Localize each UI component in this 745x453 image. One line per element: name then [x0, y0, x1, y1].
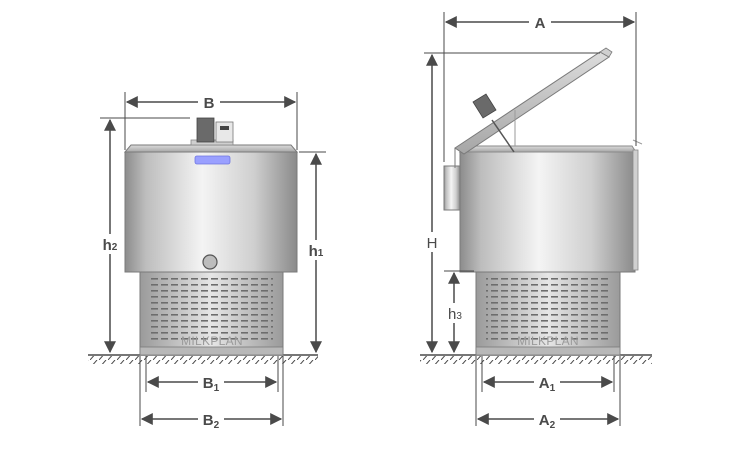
front-display-panel	[195, 156, 230, 164]
front-brand-label: MILKPLAN	[181, 334, 243, 348]
dim-A2	[476, 356, 620, 431]
label-A1: $A_1$	[538, 375, 556, 394]
front-view	[88, 92, 329, 431]
label-A: A	[534, 15, 546, 32]
label-h3: h3	[448, 306, 462, 323]
label-h2: h2	[102, 237, 118, 254]
label-h1: h1	[308, 243, 324, 260]
label-A2: $A_2$	[538, 412, 556, 431]
front-vented-base	[140, 270, 283, 355]
front-tank-body	[125, 145, 297, 272]
side-vented-base	[476, 270, 620, 355]
dim-B2	[140, 356, 283, 431]
label-H: H	[426, 235, 438, 252]
label-B2: $B_2$	[202, 412, 220, 431]
dim-h1	[299, 152, 329, 352]
side-brand-label: MILKPLAN	[517, 334, 579, 348]
side-view	[420, 12, 652, 431]
front-control-unit	[191, 118, 233, 145]
side-ground	[420, 355, 652, 364]
front-outlet-valve	[203, 255, 217, 269]
label-B1: $B_1$	[202, 375, 220, 394]
side-control-box	[444, 166, 460, 210]
dim-h3	[442, 271, 474, 352]
side-lid-control-unit	[473, 94, 496, 118]
label-B: B	[203, 95, 215, 112]
side-tank-body	[460, 140, 642, 272]
